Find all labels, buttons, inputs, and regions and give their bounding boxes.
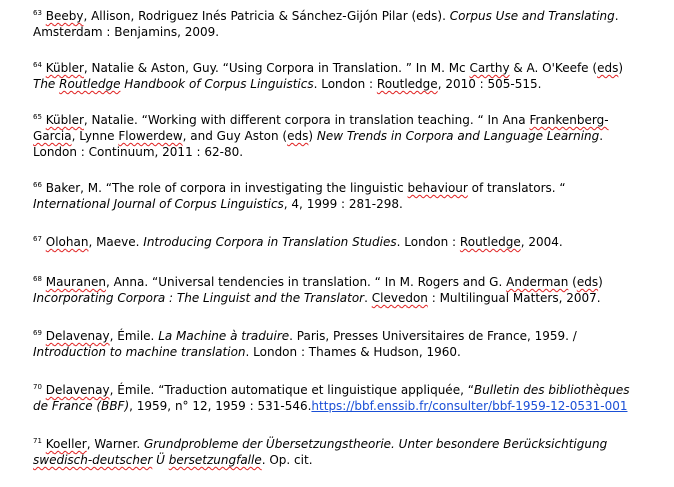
footnote-line: Introduction to machine translation. London : Thames & Hudson, 1960. — [33, 345, 461, 359]
footnote-line: $^{66}$ Baker, M. “The role of corpora in investigating the linguistic behaviour of translators. “ — [33, 181, 566, 195]
footnote-line: $^{69}$ Delavenay, Émile. La Machine à traduire. Paris, Presses Universitaires de France, 1959. / — [33, 329, 577, 343]
footnote-number: 70 — [33, 383, 42, 391]
footnote-number: 69 — [33, 329, 42, 337]
footnote-line: swedisch-deutscher Ü bersetzungfalle. Op. cit. — [33, 453, 313, 467]
footnote-line: International Journal of Corpus Linguistics, 4, 1999 : 281-298. — [33, 197, 403, 211]
footnote-line: Incorporating Corpora : The Linguist and the Translator. Clevedon : Multilingual Matters, 2007. — [33, 291, 601, 305]
footnote-number: 68 — [33, 275, 42, 283]
footnote-63 — [33, 8, 663, 40]
footnote-line: $^{63}$ Beeby, Allison, Rodriguez Inés Patricia & Sánchez-Gijón Pilar (eds). Corpus Use and Translating. — [33, 9, 619, 23]
footnote-70 — [33, 382, 663, 414]
footnote-line: $^{64}$ Kübler, Natalie & Aston, Guy. “Using Corpora in Translation. ” In M. Mc Carthy & A. O'Keefe (eds) — [33, 61, 624, 75]
footnote-65 — [33, 112, 663, 160]
footnote-line: The Routledge Handbook of Corpus Linguistics. London : Routledge, 2010 : 505-515. — [33, 77, 542, 91]
bbf-article-link[interactable]: https://bbf.enssib.fr/consulter/bbf-1959-12-0531-001 — [311, 399, 628, 413]
footnote-number: 65 — [33, 113, 42, 121]
footnote-line: de France (BBF), 1959, n° 12, 1959 : 531-546.https://bbf.enssib.fr/consulter/bbf-1959-12-0531-001 — [33, 399, 628, 413]
footnote-67 — [33, 234, 663, 250]
footnote-line: Garcia, Lynne Flowerdew, and Guy Aston (eds) New Trends in Corpora and Language Learning. — [33, 129, 604, 143]
footnote-line: $^{70}$ Delavenay, Émile. “Traduction automatique et linguistique appliquée, “Bulletin des bibliothèques — [33, 383, 630, 397]
footnote-66 — [33, 180, 663, 212]
footnote-number: 66 — [33, 181, 42, 189]
footnote-number: 71 — [33, 437, 42, 445]
footnote-number: 67 — [33, 235, 42, 243]
footnote-69 — [33, 328, 663, 360]
footnote-64 — [33, 60, 663, 92]
footnote-line: Amsterdam : Benjamins, 2009. — [33, 25, 220, 39]
footnote-line: $^{71}$ Koeller, Warner. Grundprobleme der Übersetzungstheorie. Unter besondere Berücksichtigung — [33, 437, 608, 451]
footnote-68 — [33, 274, 663, 306]
footnote-71 — [33, 436, 663, 468]
footnote-number: 64 — [33, 61, 42, 69]
footnote-number: 63 — [33, 9, 42, 17]
footnote-line: $^{68}$ Mauranen, Anna. “Universal tendencies in translation. “ In M. Rogers and G. Anderman (eds) — [33, 275, 603, 289]
footnote-line: London : Continuum, 2011 : 62-80. — [33, 145, 244, 159]
footnote-line: $^{65}$ Kübler, Natalie. “Working with different corpora in translation teaching. “ In Ana Frankenberg- — [33, 113, 609, 127]
footnote-line: $^{67}$ Olohan, Maeve. Introducing Corpora in Translation Studies. London : Routledge, 2004. — [33, 235, 563, 249]
